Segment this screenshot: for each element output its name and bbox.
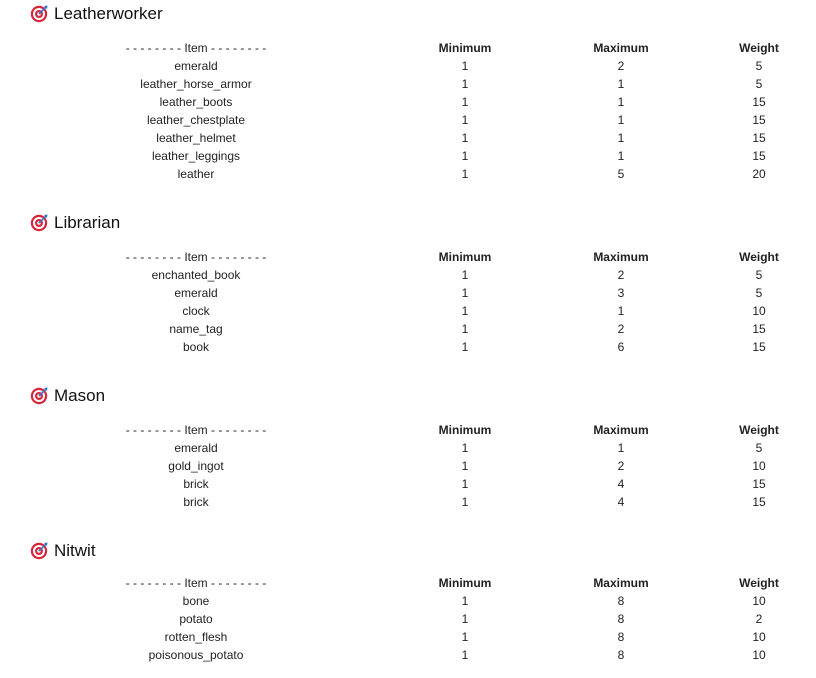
weight-cell: 15	[752, 322, 766, 336]
section-header	[30, 4, 163, 24]
column-header-item: - - - - - - - - Item - - - - - - - -	[125, 250, 267, 264]
weight-cell: 15	[752, 477, 766, 491]
weight-cell: 15	[752, 495, 766, 509]
column-header-maximum: Maximum	[593, 423, 649, 437]
maximum-cell: 2	[617, 59, 625, 73]
maximum-cell: 1	[617, 149, 625, 163]
minimum-cell: 1	[461, 304, 469, 318]
item-cell: clock	[182, 304, 210, 318]
minimum-cell: 1	[461, 131, 469, 145]
table-row	[0, 338, 816, 356]
maximum-cell: 3	[617, 286, 625, 300]
item-cell: leather_horse_armor	[140, 77, 252, 91]
table-row	[0, 475, 816, 493]
minimum-cell: 1	[461, 630, 469, 644]
weight-cell: 5	[755, 77, 763, 91]
maximum-cell: 1	[617, 131, 625, 145]
table-header	[0, 574, 816, 592]
minimum-cell: 1	[461, 77, 469, 91]
maximum-cell: 4	[617, 477, 625, 491]
column-header-maximum: Maximum	[593, 41, 649, 55]
column-header-maximum: Maximum	[593, 250, 649, 264]
minimum-cell: 1	[461, 340, 469, 354]
table-row	[0, 457, 816, 475]
minimum-cell: 1	[461, 477, 469, 491]
table-header	[0, 421, 816, 439]
item-cell: enchanted_book	[151, 268, 241, 282]
table-header	[0, 39, 816, 57]
section-title: Leatherworker	[54, 4, 163, 23]
weight-cell: 15	[752, 95, 766, 109]
column-header-weight: Weight	[739, 41, 779, 55]
item-cell: leather_helmet	[156, 131, 236, 145]
table-row	[0, 165, 816, 183]
weight-cell: 5	[755, 286, 763, 300]
column-header-item: - - - - - - - - Item - - - - - - - -	[125, 41, 267, 55]
section-header	[30, 213, 120, 233]
table-row	[0, 284, 816, 302]
table-row	[0, 610, 816, 628]
table-header	[0, 248, 816, 266]
item-cell: bone	[182, 594, 210, 608]
minimum-cell: 1	[461, 594, 469, 608]
section-header	[30, 386, 105, 406]
minimum-cell: 1	[461, 268, 469, 282]
maximum-cell: 4	[617, 495, 625, 509]
item-cell: rotten_flesh	[164, 630, 228, 644]
item-cell: leather_chestplate	[146, 113, 246, 127]
item-cell: name_tag	[169, 322, 223, 336]
table-row	[0, 320, 816, 338]
weight-cell: 15	[752, 131, 766, 145]
column-header-minimum: Minimum	[438, 576, 492, 590]
weight-cell: 10	[752, 304, 766, 318]
column-header-maximum: Maximum	[593, 576, 649, 590]
target-icon	[30, 214, 48, 232]
minimum-cell: 1	[461, 612, 469, 626]
weight-cell: 15	[752, 149, 766, 163]
section-title: Nitwit	[54, 541, 96, 560]
maximum-cell: 8	[617, 630, 625, 644]
weight-cell: 10	[752, 648, 766, 662]
maximum-cell: 2	[617, 322, 625, 336]
weight-cell: 5	[755, 268, 763, 282]
column-header-item: - - - - - - - - Item - - - - - - - -	[125, 423, 267, 437]
weight-cell: 15	[752, 113, 766, 127]
table-row	[0, 439, 816, 457]
table-row	[0, 147, 816, 165]
table-row	[0, 628, 816, 646]
item-cell: emerald	[174, 286, 218, 300]
weight-cell: 2	[755, 612, 763, 626]
maximum-cell: 8	[617, 612, 625, 626]
weight-cell: 5	[755, 59, 763, 73]
maximum-cell: 1	[617, 304, 625, 318]
item-cell: poisonous_potato	[148, 648, 244, 662]
maximum-cell: 8	[617, 594, 625, 608]
section-title: Librarian	[54, 213, 121, 232]
column-header-minimum: Minimum	[438, 250, 492, 264]
item-cell: leather_boots	[159, 95, 233, 109]
table-row	[0, 592, 816, 610]
column-header-weight: Weight	[739, 576, 779, 590]
item-cell: leather	[177, 167, 215, 181]
minimum-cell: 1	[461, 149, 469, 163]
minimum-cell: 1	[461, 441, 469, 455]
weight-cell: 10	[752, 594, 766, 608]
maximum-cell: 1	[617, 113, 625, 127]
item-cell: emerald	[174, 441, 218, 455]
column-header-weight: Weight	[739, 250, 779, 264]
table-row	[0, 266, 816, 284]
weight-cell: 5	[755, 441, 763, 455]
target-icon	[30, 5, 48, 23]
column-header-item: - - - - - - - - Item - - - - - - - -	[125, 576, 267, 590]
section-title: Mason	[54, 386, 106, 405]
maximum-cell: 2	[617, 268, 625, 282]
maximum-cell: 6	[617, 340, 625, 354]
table-row	[0, 646, 816, 664]
column-header-minimum: Minimum	[438, 423, 492, 437]
minimum-cell: 1	[461, 459, 469, 473]
target-icon	[30, 387, 48, 405]
maximum-cell: 1	[617, 95, 625, 109]
column-header-minimum: Minimum	[438, 41, 492, 55]
minimum-cell: 1	[461, 322, 469, 336]
weight-cell: 10	[752, 630, 766, 644]
minimum-cell: 1	[461, 113, 469, 127]
minimum-cell: 1	[461, 95, 469, 109]
weight-cell: 20	[752, 167, 766, 181]
item-cell: potato	[179, 612, 213, 626]
target-icon	[30, 542, 48, 560]
item-cell: book	[182, 340, 210, 354]
table-row	[0, 302, 816, 320]
minimum-cell: 1	[461, 495, 469, 509]
minimum-cell: 1	[461, 286, 469, 300]
weight-cell: 15	[752, 340, 766, 354]
item-cell: brick	[183, 477, 209, 491]
item-cell: leather_leggings	[151, 149, 241, 163]
table-row	[0, 57, 816, 75]
item-cell: gold_ingot	[168, 459, 224, 473]
table-row	[0, 111, 816, 129]
table-row	[0, 75, 816, 93]
minimum-cell: 1	[461, 59, 469, 73]
section-header	[30, 541, 96, 561]
maximum-cell: 5	[617, 167, 625, 181]
table-row	[0, 493, 816, 511]
maximum-cell: 1	[617, 441, 625, 455]
minimum-cell: 1	[461, 648, 469, 662]
maximum-cell: 1	[617, 77, 625, 91]
item-cell: emerald	[174, 59, 218, 73]
minimum-cell: 1	[461, 167, 469, 181]
item-cell: brick	[183, 495, 209, 509]
weight-cell: 10	[752, 459, 766, 473]
table-row	[0, 93, 816, 111]
column-header-weight: Weight	[739, 423, 779, 437]
maximum-cell: 8	[617, 648, 625, 662]
maximum-cell: 2	[617, 459, 625, 473]
table-row	[0, 129, 816, 147]
